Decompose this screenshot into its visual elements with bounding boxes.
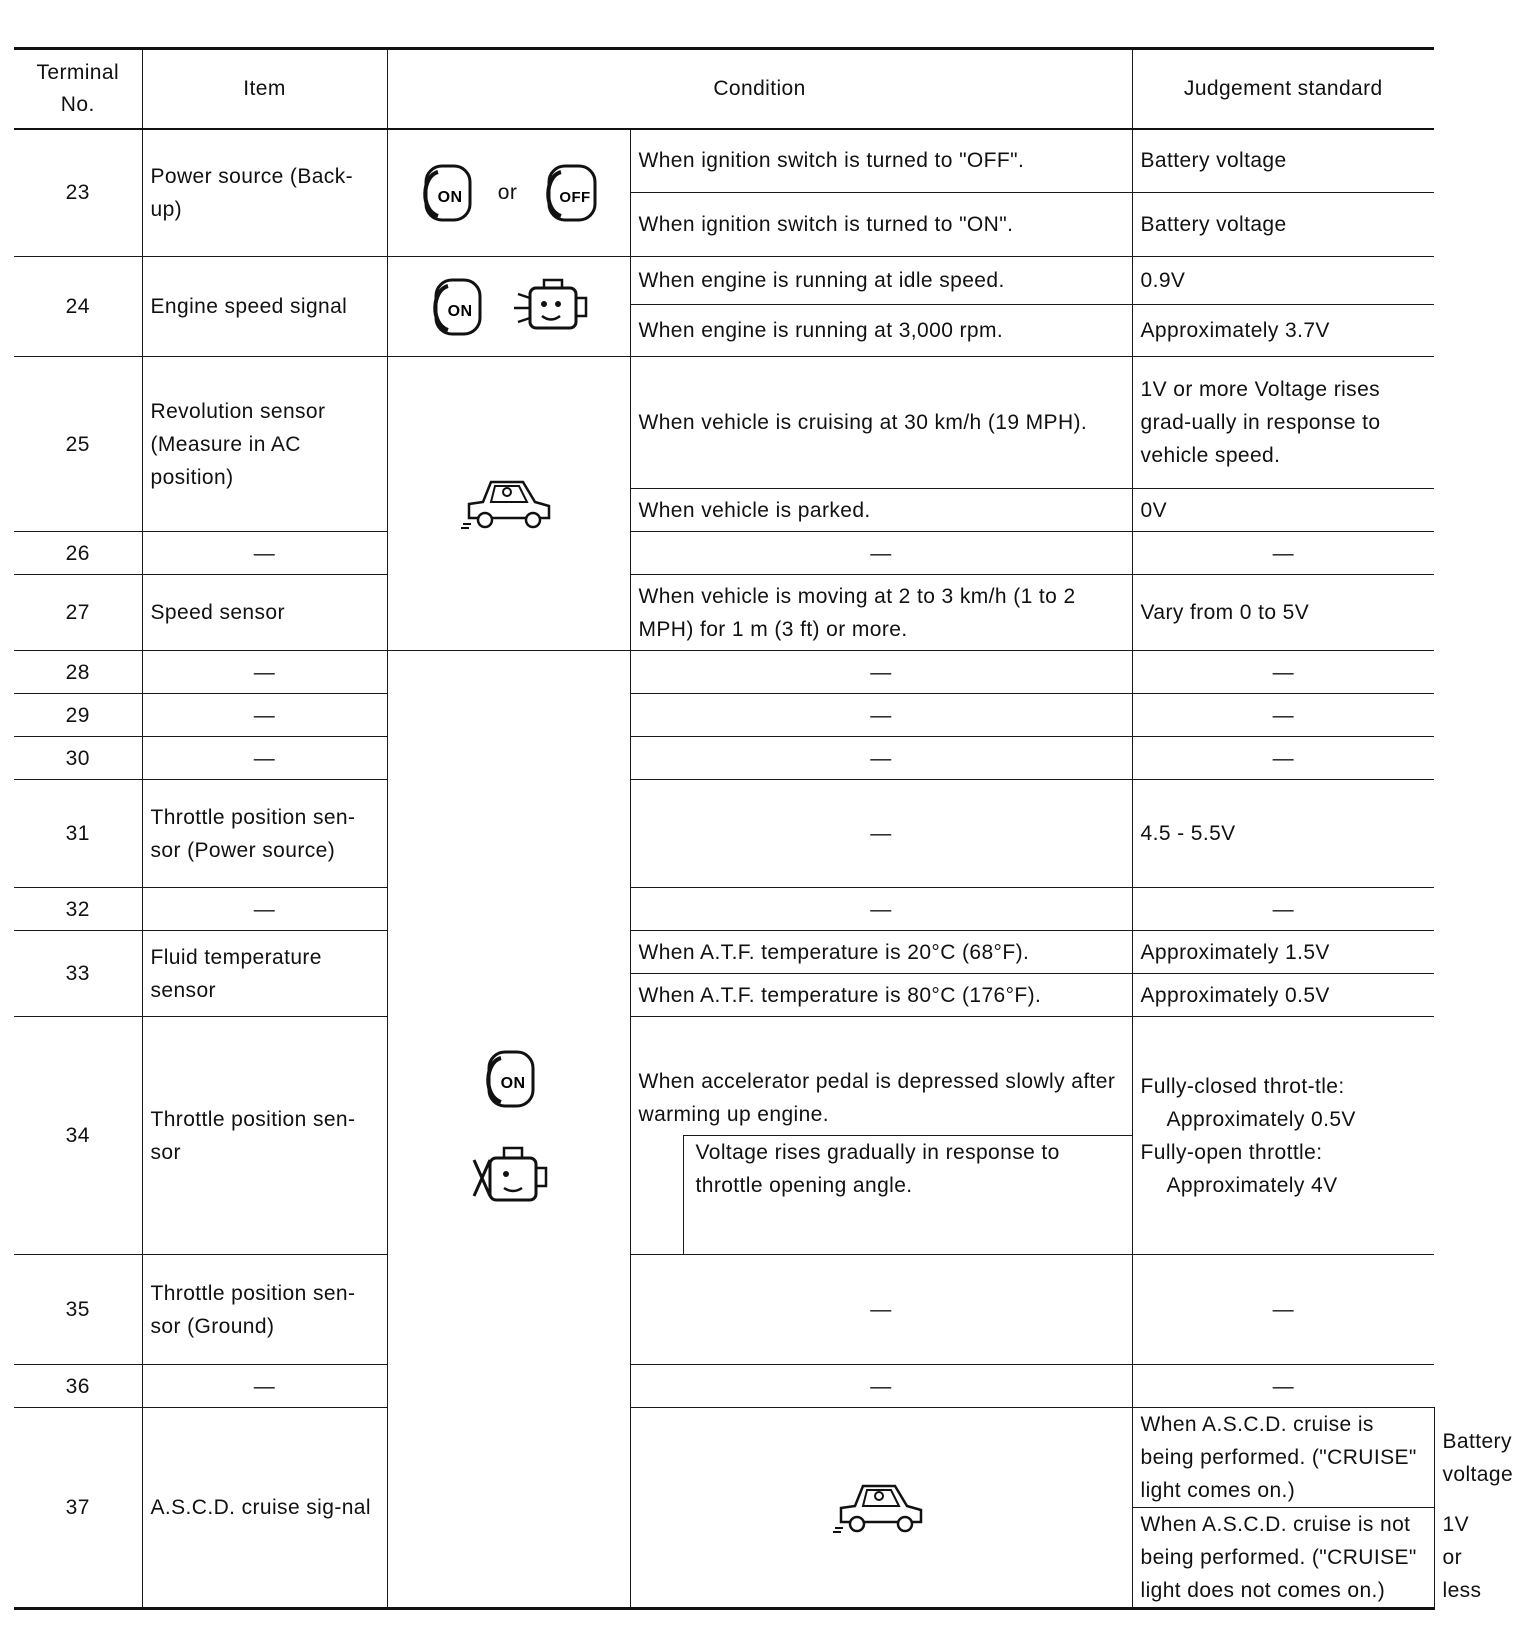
- vehicle-driving-icon: [833, 1478, 929, 1538]
- item: Engine speed signal: [142, 257, 387, 357]
- judgement-value: —: [1132, 694, 1434, 737]
- condition-text: —: [630, 651, 1132, 694]
- condition-text: —: [630, 694, 1132, 737]
- table-row: [14, 575, 1434, 651]
- terminal-no: 23: [14, 129, 142, 257]
- item: —: [142, 888, 387, 931]
- judgement-value: 0.9V: [1132, 257, 1434, 305]
- item: —: [142, 694, 387, 737]
- judgement-value: Approximately 3.7V: [1132, 305, 1434, 357]
- condition-text: —: [630, 1255, 1132, 1365]
- condition-main: When accelerator pedal is depressed slowly after warming up engine.: [638, 1070, 1116, 1126]
- terminal-no: 29: [14, 694, 142, 737]
- condition-icons: [387, 129, 630, 257]
- header-item: Item: [142, 49, 387, 129]
- terminal-no: 34: [14, 1017, 142, 1255]
- condition-note: Voltage rises gradually in response to throttle opening angle.: [683, 1135, 1132, 1254]
- ignition-on-icon: [416, 162, 476, 224]
- condition-text: When A.S.C.D. cruise is not being performed. ("CRUISE" light does not comes on.): [1132, 1508, 1434, 1609]
- condition-text: —: [630, 888, 1132, 931]
- condition-text: When A.T.F. temperature is 80°C (176°F).: [630, 974, 1132, 1017]
- terminal-no: 35: [14, 1255, 142, 1365]
- condition-text: When vehicle is parked.: [630, 489, 1132, 532]
- header-condition: Condition: [387, 49, 1132, 129]
- terminal-no: 27: [14, 575, 142, 651]
- table-row: [14, 129, 1434, 193]
- condition-text: When A.T.F. temperature is 20°C (68°F).: [630, 931, 1132, 974]
- item: —: [142, 651, 387, 694]
- terminal-no: 26: [14, 532, 142, 575]
- terminal-no: 33: [14, 931, 142, 1017]
- judgement-open-value: Approximately 4V: [1166, 1173, 1338, 1197]
- svg-text:ON: ON: [437, 188, 463, 206]
- condition-icons: [630, 1408, 1132, 1609]
- table-row: [14, 1017, 1434, 1255]
- table-row: When A.S.C.D. cruise is not being performed. ("CRUISE" light does not comes on.) 1V or less: [14, 1508, 1434, 1609]
- condition-text: When vehicle is moving at 2 to 3 km/h (1 to 2 MPH) for 1 m (3 ft) or more.: [630, 575, 1132, 651]
- table-row: 37 A.S.C.D. cruise sig-nal When A.S.C.D. cruise is being performed. ("CRUISE" light comes on.) Battery voltage: [14, 1408, 1434, 1508]
- terminal-no: 36: [14, 1365, 142, 1408]
- ignition-on-icon: [426, 276, 486, 338]
- terminal-no: 24: [14, 257, 142, 357]
- judgement-open-label: Fully-open throttle:: [1140, 1140, 1323, 1164]
- item: —: [142, 532, 387, 575]
- ignition-off-icon: [539, 162, 601, 224]
- vehicle-driving-icon: [461, 474, 557, 534]
- or-label: or: [497, 181, 518, 205]
- table-row: [14, 780, 1434, 888]
- header-terminal-no: Terminal No.: [14, 49, 142, 129]
- table-row: [14, 257, 1434, 305]
- judgement-value: Vary from 0 to 5V: [1132, 575, 1434, 651]
- item: Throttle position sen-sor (Power source): [142, 780, 387, 888]
- ignition-on-icon: [479, 1048, 539, 1110]
- table-row: [14, 737, 1434, 780]
- condition-text: [630, 1017, 1132, 1255]
- condition-text: When engine is running at idle speed.: [630, 257, 1132, 305]
- terminal-no: 31: [14, 780, 142, 888]
- judgement-value: 4.5 - 5.5V: [1132, 780, 1434, 888]
- judgement-value: Approximately 0.5V: [1132, 974, 1434, 1017]
- condition-text: —: [630, 737, 1132, 780]
- item: Revolution sensor (Measure in AC position): [142, 357, 387, 532]
- item: Power source (Back-up): [142, 129, 387, 257]
- terminal-no: 30: [14, 737, 142, 780]
- header-judgement: Judgement standard: [1132, 49, 1434, 129]
- judgement-value: —: [1132, 532, 1434, 575]
- condition-icons: [387, 257, 630, 357]
- item: Speed sensor: [142, 575, 387, 651]
- judgement-value: —: [1132, 651, 1434, 694]
- table-row: [14, 1255, 1434, 1365]
- terminal-no: 25: [14, 357, 142, 532]
- table-row: [14, 931, 1434, 974]
- terminal-no: 37: [14, 1408, 142, 1609]
- judgement-value: —: [1132, 1365, 1434, 1408]
- table-row: [14, 532, 1434, 575]
- condition-text: When A.S.C.D. cruise is being performed. ("CRUISE" light comes on.): [1132, 1408, 1434, 1508]
- engine-running-icon: [508, 276, 592, 338]
- svg-text:OFF: OFF: [559, 188, 591, 206]
- condition-text: When ignition switch is turned to "ON".: [630, 193, 1132, 257]
- condition-text: —: [630, 1365, 1132, 1408]
- table-row: [14, 1365, 1434, 1408]
- item: A.S.C.D. cruise sig-nal: [142, 1408, 387, 1609]
- judgement-value: 0V: [1132, 489, 1434, 532]
- judgement-value: —: [1132, 1255, 1434, 1365]
- svg-text:ON: ON: [447, 302, 472, 320]
- table-row: [14, 888, 1434, 931]
- condition-text: When ignition switch is turned to "OFF".: [630, 129, 1132, 193]
- item: Fluid temperature sensor: [142, 931, 387, 1017]
- judgement-value: Battery voltage: [1132, 129, 1434, 193]
- judgement-value: —: [1132, 737, 1434, 780]
- condition-icons: [387, 357, 630, 651]
- engine-running-icon: [464, 1144, 554, 1210]
- terminal-no: 28: [14, 651, 142, 694]
- judgement-closed-value: Approximately 0.5V: [1166, 1107, 1356, 1131]
- header-row: [14, 49, 1434, 129]
- judgement-value: [1132, 1017, 1434, 1255]
- judgement-closed-label: Fully-closed throt-tle:: [1140, 1074, 1345, 1098]
- item: —: [142, 737, 387, 780]
- item: Throttle position sen-sor: [142, 1017, 387, 1255]
- judgement-value: 1V or more Voltage rises grad-ually in response to vehicle speed.: [1132, 357, 1434, 489]
- table-row: [14, 694, 1434, 737]
- item: Throttle position sen-sor (Ground): [142, 1255, 387, 1365]
- table-row: [14, 357, 1434, 489]
- judgement-value: Battery voltage: [1132, 193, 1434, 257]
- condition-icons: [387, 651, 630, 1609]
- terminal-no: 32: [14, 888, 142, 931]
- table-row: [14, 651, 1434, 694]
- condition-text: When engine is running at 3,000 rpm.: [630, 305, 1132, 357]
- condition-text: —: [630, 780, 1132, 888]
- judgement-value: Approximately 1.5V: [1132, 931, 1434, 974]
- item: —: [142, 1365, 387, 1408]
- condition-text: When vehicle is cruising at 30 km/h (19 MPH).: [630, 357, 1132, 489]
- condition-text: —: [630, 532, 1132, 575]
- terminal-inspection-table: [14, 47, 1513, 1610]
- svg-text:ON: ON: [500, 1075, 525, 1092]
- judgement-value: —: [1132, 888, 1434, 931]
